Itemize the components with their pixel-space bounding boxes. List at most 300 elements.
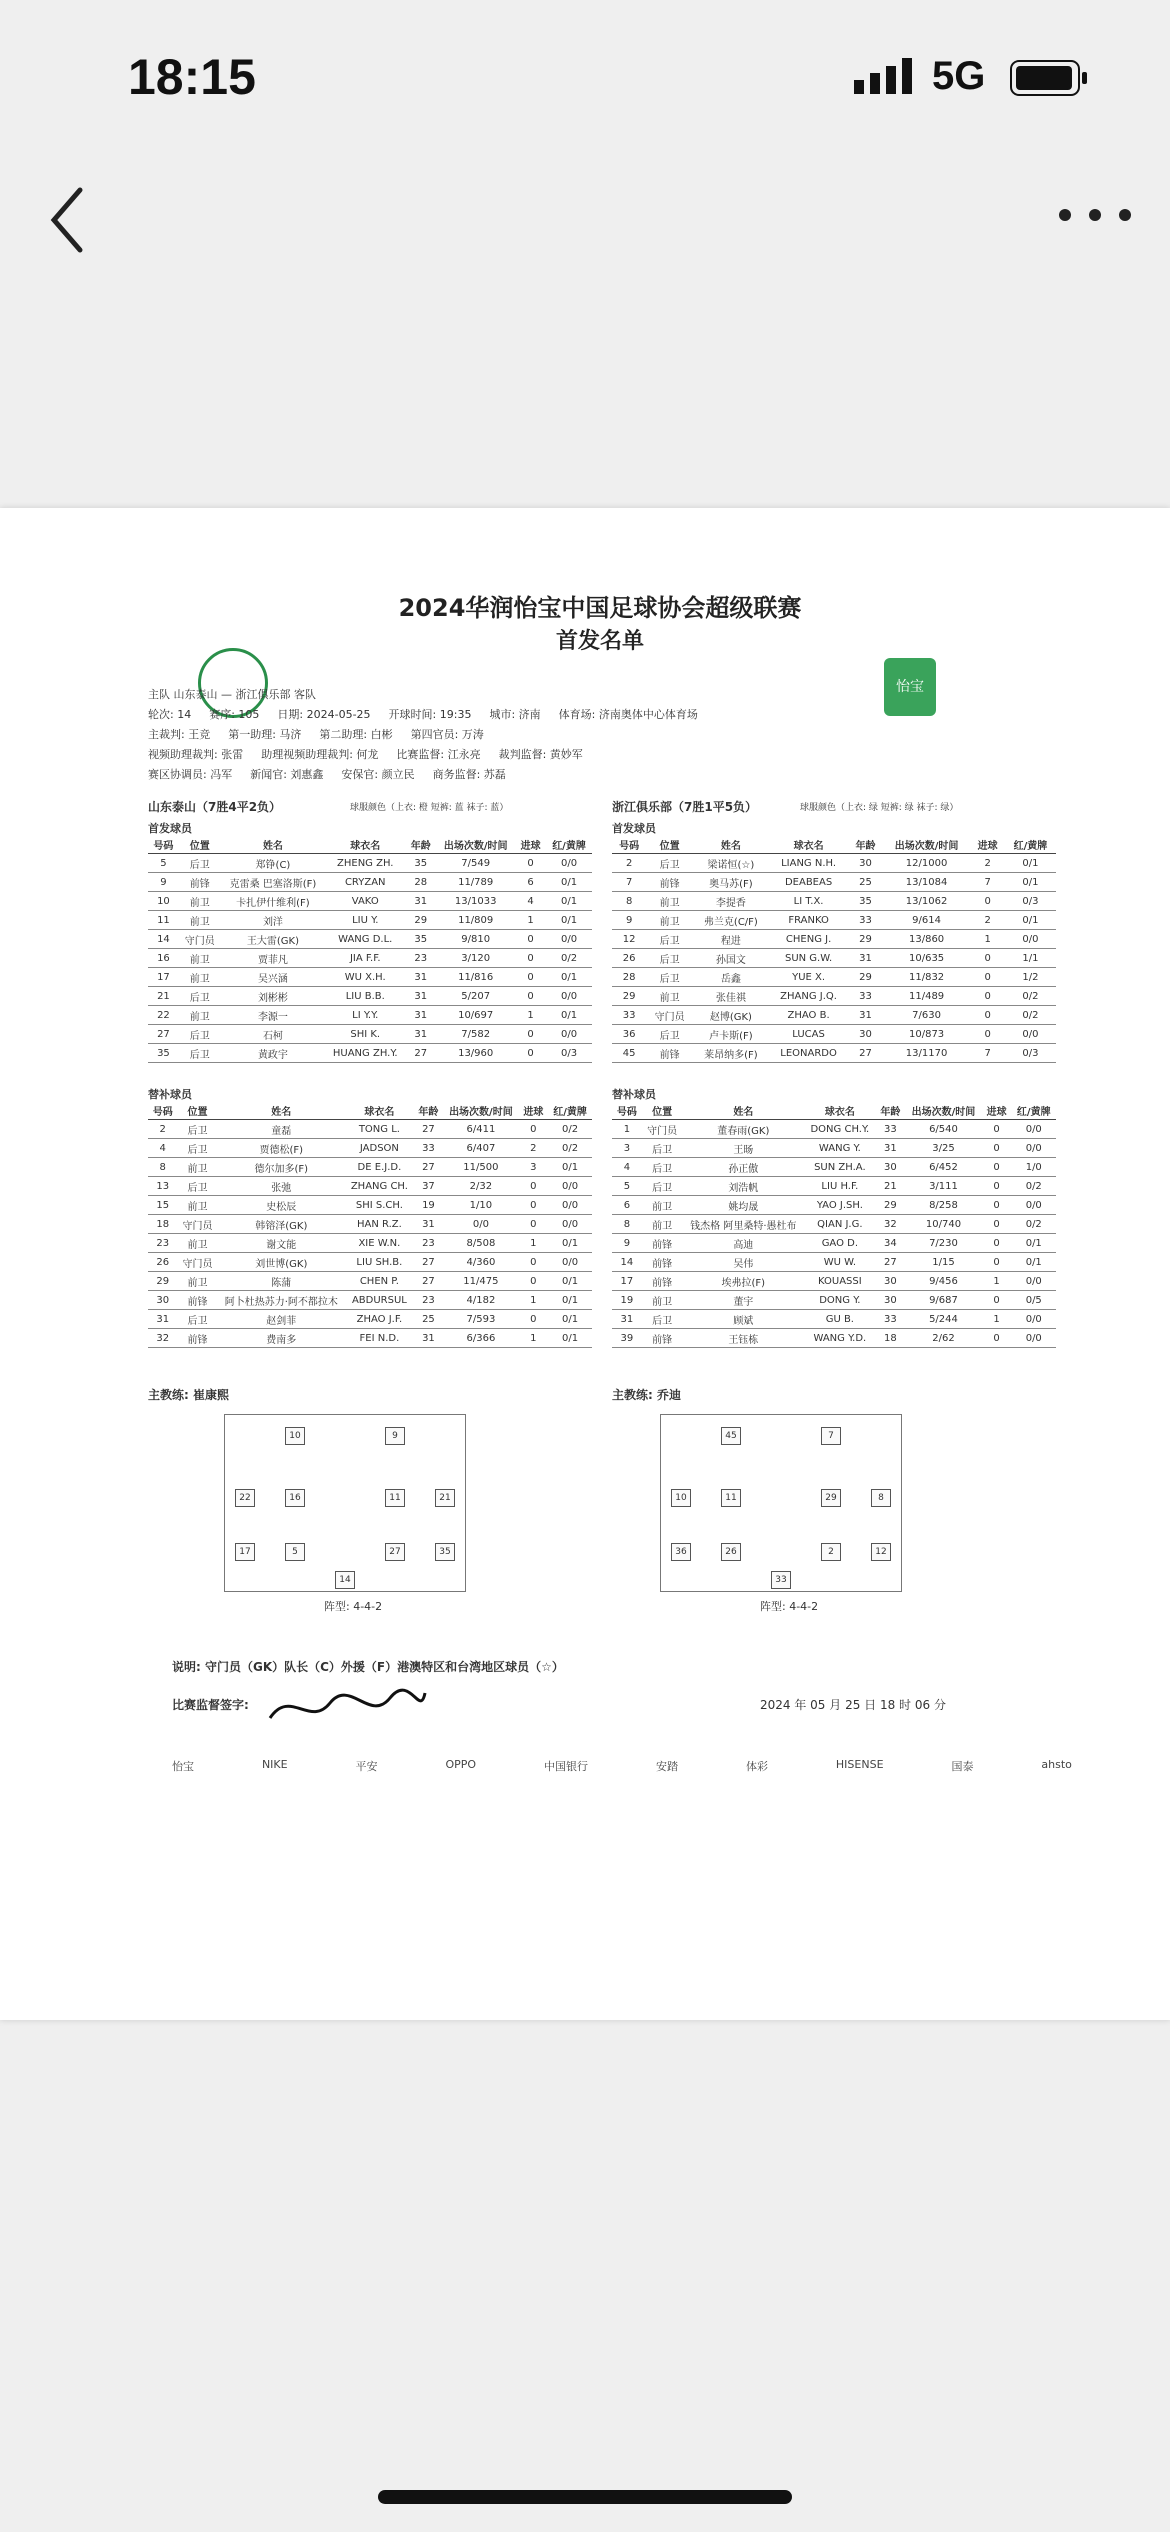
table-cell: WU W.: [804, 1253, 875, 1272]
table-row: [612, 1234, 1056, 1253]
table-cell: 0/1: [1005, 854, 1056, 873]
meta-ops: 商务监督: 苏磊: [432, 768, 506, 781]
table-cell: WANG D.L.: [325, 930, 405, 949]
column-header: 红/黄牌: [1012, 1102, 1056, 1120]
table-cell: 2: [519, 1139, 548, 1158]
table-cell: 0/0: [1005, 1025, 1056, 1044]
table-cell: 后卫: [646, 949, 693, 968]
table-cell: 前锋: [179, 873, 221, 892]
table-cell: 2: [612, 854, 646, 873]
home-coach: 主教练: 崔康熙: [148, 1388, 229, 1402]
table-cell: 前锋: [642, 1329, 683, 1348]
meta-security: 安保官: 颜立民: [341, 768, 415, 781]
table-cell: 前卫: [642, 1215, 683, 1234]
more-icon[interactable]: [1050, 200, 1140, 230]
table-cell: 28: [612, 968, 646, 987]
table-cell: 33: [875, 1120, 905, 1139]
network-label: 5G: [932, 54, 986, 98]
table-cell: 18: [148, 1215, 177, 1234]
table-cell: 19: [612, 1291, 642, 1310]
table-cell: 后卫: [646, 968, 693, 987]
table-cell: 11/809: [436, 911, 515, 930]
table-cell: 29: [875, 1196, 905, 1215]
table-cell: 9/614: [883, 911, 971, 930]
table-cell: 0: [515, 987, 546, 1006]
table-cell: 程进: [693, 930, 769, 949]
table-cell: 0/2: [1012, 1215, 1056, 1234]
table-cell: DONG CH.Y.: [804, 1120, 875, 1139]
table-cell: 6/540: [905, 1120, 981, 1139]
shirt-icon: 14: [335, 1571, 355, 1589]
table-cell: 27: [414, 1272, 443, 1291]
table-cell: 17: [612, 1272, 642, 1291]
meta-var: 视频助理裁判: 张雷: [148, 748, 244, 761]
table-cell: 0/2: [1005, 987, 1056, 1006]
table-cell: 13: [148, 1177, 177, 1196]
table-row: [148, 1291, 592, 1310]
table-cell: 7/549: [436, 854, 515, 873]
table-cell: 7: [971, 1044, 1005, 1063]
table-cell: 31: [405, 892, 436, 911]
table-cell: 前卫: [642, 1291, 683, 1310]
table-cell: 0/3: [1005, 892, 1056, 911]
meta-match-no: 赛序: 105: [209, 708, 260, 721]
table-cell: 34: [875, 1234, 905, 1253]
column-header: 球衣名: [769, 836, 848, 854]
table-cell: TONG L.: [345, 1120, 414, 1139]
table-row: [612, 1215, 1056, 1234]
table-cell: LUCAS: [769, 1025, 848, 1044]
table-cell: 33: [848, 987, 882, 1006]
status-time: 18:15: [128, 49, 256, 105]
column-header: 球衣名: [325, 836, 405, 854]
table-cell: 6/366: [443, 1329, 518, 1348]
table-cell: 4: [515, 892, 546, 911]
table-cell: 7/230: [905, 1234, 981, 1253]
table-row: [612, 1329, 1056, 1348]
table-cell: 37: [414, 1177, 443, 1196]
table-cell: 李源一: [221, 1006, 325, 1025]
table-cell: 35: [405, 854, 436, 873]
table-cell: SHI S.CH.: [345, 1196, 414, 1215]
table-cell: 克雷桑 巴塞洛斯(F): [221, 873, 325, 892]
table-cell: 1: [612, 1120, 642, 1139]
table-cell: VAKO: [325, 892, 405, 911]
table-cell: 刘彬彬: [221, 987, 325, 1006]
column-header: 位置: [177, 1102, 217, 1120]
table-row: [148, 911, 592, 930]
meta-press: 新闻官: 刘惠鑫: [250, 768, 324, 781]
document-image[interactable]: [0, 508, 1170, 2020]
table-cell: 0/2: [548, 1120, 592, 1139]
table-cell: 33: [414, 1139, 443, 1158]
table-cell: 梁诺恒(☆): [693, 854, 769, 873]
home-kit: 球服颜色（上衣: 橙 短裤: 蓝 袜子: 蓝）: [350, 803, 509, 813]
table-cell: 0/2: [548, 1139, 592, 1158]
table-cell: 0/1: [1005, 911, 1056, 930]
table-cell: 31: [405, 968, 436, 987]
meta-date: 日期: 2024-05-25: [277, 708, 371, 721]
table-cell: YAO J.SH.: [804, 1196, 875, 1215]
table-cell: 董春雨(GK): [682, 1120, 804, 1139]
table-cell: JADSON: [345, 1139, 414, 1158]
home-indicator[interactable]: [378, 2490, 792, 2504]
table-cell: 郑铮(C): [221, 854, 325, 873]
table-cell: 0/2: [1012, 1177, 1056, 1196]
table-cell: 5/244: [905, 1310, 981, 1329]
table-cell: 0: [982, 1215, 1012, 1234]
column-header: 球衣名: [804, 1102, 875, 1120]
table-cell: 1: [515, 911, 546, 930]
column-header: 号码: [612, 1102, 642, 1120]
table-cell: ZHANG J.Q.: [769, 987, 848, 1006]
table-row: [612, 911, 1056, 930]
table-cell: 2: [148, 1120, 177, 1139]
table-cell: 李提香: [693, 892, 769, 911]
table-cell: 9/687: [905, 1291, 981, 1310]
table-row: [612, 854, 1056, 873]
column-header: 位置: [179, 836, 221, 854]
table-cell: 0/2: [546, 949, 592, 968]
table-cell: 1: [982, 1272, 1012, 1291]
table-cell: 0: [982, 1329, 1012, 1348]
table-row: [148, 1215, 592, 1234]
table-cell: 后卫: [646, 1025, 693, 1044]
table-cell: 4/182: [443, 1291, 518, 1310]
table-cell: 0: [515, 1025, 546, 1044]
table-cell: 0: [519, 1177, 548, 1196]
table-row: [612, 1196, 1056, 1215]
table-cell: 后卫: [179, 987, 221, 1006]
meta-round: 轮次: 14: [148, 708, 192, 721]
table-cell: 陈蒲: [218, 1272, 346, 1291]
table-cell: 6: [612, 1196, 642, 1215]
table-cell: 1/10: [443, 1196, 518, 1215]
table-cell: 0/0: [1012, 1329, 1056, 1348]
table-cell: 阿卜杜热苏力·阿不都拉木: [218, 1291, 346, 1310]
table-cell: 13/1033: [436, 892, 515, 911]
table-cell: 3: [519, 1158, 548, 1177]
table-row: [612, 1253, 1056, 1272]
table-cell: 0/0: [443, 1215, 518, 1234]
column-header: 姓名: [221, 836, 325, 854]
table-cell: 27: [414, 1158, 443, 1177]
table-cell: 前卫: [179, 949, 221, 968]
table-cell: 23: [405, 949, 436, 968]
table-cell: 前锋: [642, 1253, 683, 1272]
table-cell: 11/500: [443, 1158, 518, 1177]
table-cell: 德尔加多(F): [218, 1158, 346, 1177]
table-cell: YUE X.: [769, 968, 848, 987]
table-cell: SUN ZH.A.: [804, 1158, 875, 1177]
table-cell: 27: [405, 1044, 436, 1063]
column-header: 红/黄牌: [1005, 836, 1056, 854]
table-cell: 11/832: [883, 968, 971, 987]
table-cell: 35: [405, 930, 436, 949]
table-cell: 王钰栋: [682, 1329, 804, 1348]
table-cell: 前卫: [177, 1272, 217, 1291]
table-cell: 9: [148, 873, 179, 892]
sponsor-logo: 国泰: [951, 1760, 974, 1773]
table-cell: 孙正傲: [682, 1158, 804, 1177]
shirt-icon: 2: [821, 1543, 841, 1561]
column-header: 位置: [642, 1102, 683, 1120]
table-cell: 莱昂纳多(F): [693, 1044, 769, 1063]
table-row: [148, 1272, 592, 1291]
home-formation-pitch: [224, 1414, 466, 1592]
away-team-name: 浙江俱乐部（7胜1平5负）: [612, 800, 758, 814]
table-header: [148, 836, 592, 854]
table-cell: 前卫: [646, 911, 693, 930]
table-cell: 童磊: [218, 1120, 346, 1139]
table-cell: 吴伟: [682, 1253, 804, 1272]
away-formation-pitch: [660, 1414, 902, 1592]
table-cell: 18: [875, 1329, 905, 1348]
table-cell: 4: [148, 1139, 177, 1158]
sponsor-logo: 平安: [355, 1760, 378, 1773]
table-cell: 0/3: [546, 1044, 592, 1063]
table-cell: 10/740: [905, 1215, 981, 1234]
table-cell: 前锋: [177, 1291, 217, 1310]
table-cell: 1: [982, 1310, 1012, 1329]
shirt-icon: 7: [821, 1427, 841, 1445]
table-cell: 45: [612, 1044, 646, 1063]
table-cell: 5: [148, 854, 179, 873]
table-cell: 0: [519, 1196, 548, 1215]
meta-kickoff: 开球时间: 19:35: [388, 708, 472, 721]
table-cell: 23: [414, 1234, 443, 1253]
table-cell: 前卫: [177, 1234, 217, 1253]
table-cell: 1/0: [1012, 1158, 1056, 1177]
table-cell: 13/1084: [883, 873, 971, 892]
table-cell: 31: [405, 987, 436, 1006]
nav-bar: [0, 160, 1170, 270]
table-cell: 费南多: [218, 1329, 346, 1348]
table-cell: 30: [848, 854, 882, 873]
table-cell: 3: [612, 1139, 642, 1158]
table-cell: 董宇: [682, 1291, 804, 1310]
table-cell: 后卫: [646, 930, 693, 949]
table-cell: 23: [414, 1291, 443, 1310]
column-header: 球衣名: [345, 1102, 414, 1120]
away-formation: 阵型: 4-4-2: [760, 1600, 819, 1613]
table-cell: 0/1: [548, 1310, 592, 1329]
table-cell: 27: [414, 1120, 443, 1139]
table-row: [148, 1025, 592, 1044]
table-header: [612, 1102, 1056, 1120]
table-cell: 卡扎伊什维利(F): [221, 892, 325, 911]
table-row: [148, 1158, 592, 1177]
table-row: [148, 1139, 592, 1158]
table-cell: 前卫: [179, 911, 221, 930]
table-cell: 21: [875, 1177, 905, 1196]
table-cell: 3/111: [905, 1177, 981, 1196]
table-cell: 孙国文: [693, 949, 769, 968]
table-cell: 12/1000: [883, 854, 971, 873]
table-cell: 0: [515, 1044, 546, 1063]
sponsor-logo: NIKE: [261, 1758, 288, 1771]
table-cell: 2: [971, 911, 1005, 930]
table-cell: 0: [515, 949, 546, 968]
sponsor-logo: OPPO: [445, 1758, 477, 1771]
table-cell: 刘浩帆: [682, 1177, 804, 1196]
table-cell: SUN G.W.: [769, 949, 848, 968]
table-cell: 0: [982, 1177, 1012, 1196]
table-cell: 8/258: [905, 1196, 981, 1215]
table-cell: 10/873: [883, 1025, 971, 1044]
shirt-icon: 21: [435, 1489, 455, 1507]
table-cell: LIU H.F.: [804, 1177, 875, 1196]
table-cell: LIU Y.: [325, 911, 405, 930]
shirt-icon: 33: [771, 1571, 791, 1589]
table-cell: 19: [414, 1196, 443, 1215]
meta-ar2: 第二助理: 白彬: [319, 728, 393, 741]
column-header: 位置: [646, 836, 693, 854]
table-cell: 35: [148, 1044, 179, 1063]
table-cell: 0: [519, 1120, 548, 1139]
table-cell: 奥马苏(F): [693, 873, 769, 892]
table-row: [148, 968, 592, 987]
legend-note: 说明: 守门员（GK）队长（C）外援（F）港澳特区和台湾地区球员（☆）: [172, 1660, 564, 1674]
shirt-icon: 11: [385, 1489, 405, 1507]
table-cell: 0/2: [1005, 1006, 1056, 1025]
table-cell: 11/475: [443, 1272, 518, 1291]
table-cell: 0/0: [548, 1253, 592, 1272]
table-cell: 30: [875, 1272, 905, 1291]
table-cell: 贾德松(F): [218, 1139, 346, 1158]
table-cell: 13/860: [883, 930, 971, 949]
table-cell: 0: [971, 968, 1005, 987]
table-cell: 4: [612, 1158, 642, 1177]
table-cell: 1/1: [1005, 949, 1056, 968]
table-cell: 前卫: [179, 892, 221, 911]
table-cell: 前锋: [642, 1272, 683, 1291]
table-cell: 27: [414, 1253, 443, 1272]
table-cell: 29: [612, 987, 646, 1006]
column-header: 出场次数/时间: [883, 836, 971, 854]
table-cell: KOUASSI: [804, 1272, 875, 1291]
table-cell: 1: [519, 1329, 548, 1348]
table-cell: 13/1170: [883, 1044, 971, 1063]
table-cell: 后卫: [179, 854, 221, 873]
back-icon[interactable]: [40, 180, 100, 260]
sponsor-row: [172, 1758, 1072, 1774]
table-cell: LEONARDO: [769, 1044, 848, 1063]
meta-stadium: 体育场: 济南奥体中心体育场: [558, 708, 698, 721]
table-cell: 1: [519, 1234, 548, 1253]
column-header: 进球: [982, 1102, 1012, 1120]
table-cell: 埃弗拉(F): [682, 1272, 804, 1291]
table-cell: ABDURSUL: [345, 1291, 414, 1310]
table-row: [612, 892, 1056, 911]
table-cell: 贾菲凡: [221, 949, 325, 968]
home-subs-table: [148, 1102, 592, 1348]
table-cell: WANG Y.D.: [804, 1329, 875, 1348]
shirt-icon: 12: [871, 1543, 891, 1561]
table-cell: 0/0: [546, 987, 592, 1006]
table-row: [612, 1139, 1056, 1158]
table-cell: 25: [848, 873, 882, 892]
table-cell: 16: [148, 949, 179, 968]
table-cell: 0: [515, 930, 546, 949]
column-header: 号码: [612, 836, 646, 854]
table-row: [612, 949, 1056, 968]
table-cell: 11: [148, 911, 179, 930]
table-cell: 黄政宇: [221, 1044, 325, 1063]
table-cell: 31: [148, 1310, 177, 1329]
table-cell: 7: [612, 873, 646, 892]
table-cell: 0/1: [548, 1272, 592, 1291]
table-cell: 0: [982, 1253, 1012, 1272]
table-cell: LI T.X.: [769, 892, 848, 911]
table-cell: 4/360: [443, 1253, 518, 1272]
table-cell: 23: [148, 1234, 177, 1253]
table-cell: 0: [982, 1120, 1012, 1139]
table-row: [612, 1272, 1056, 1291]
table-cell: 0/1: [546, 873, 592, 892]
meta-match-sup: 比赛监督: 江永亮: [396, 748, 481, 761]
column-header: 年龄: [848, 836, 882, 854]
sponsor-logo: 中国银行: [544, 1760, 589, 1773]
table-cell: LIU SH.B.: [345, 1253, 414, 1272]
table-row: [612, 1120, 1056, 1139]
shirt-icon: 35: [435, 1543, 455, 1561]
table-cell: HAN R.Z.: [345, 1215, 414, 1234]
table-cell: 14: [148, 930, 179, 949]
table-cell: 0/0: [1012, 1272, 1056, 1291]
table-cell: 9: [612, 1234, 642, 1253]
signature-label: 比赛监督签字:: [172, 1698, 249, 1712]
table-row: [148, 1177, 592, 1196]
table-cell: 30: [875, 1291, 905, 1310]
table-cell: 7/582: [436, 1025, 515, 1044]
table-row: [612, 1177, 1056, 1196]
table-cell: 30: [848, 1025, 882, 1044]
table-cell: 0/0: [1012, 1139, 1056, 1158]
table-cell: 守门员: [177, 1215, 217, 1234]
table-cell: 张佳祺: [693, 987, 769, 1006]
table-cell: 0/0: [548, 1177, 592, 1196]
shirt-icon: 9: [385, 1427, 405, 1445]
table-cell: 0/3: [1005, 1044, 1056, 1063]
table-cell: 后卫: [642, 1139, 683, 1158]
table-cell: 刘世博(GK): [218, 1253, 346, 1272]
shirt-icon: 29: [821, 1489, 841, 1507]
table-row: [148, 892, 592, 911]
table-cell: 12: [612, 930, 646, 949]
table-cell: ZHAO J.F.: [345, 1310, 414, 1329]
table-cell: 0: [519, 1272, 548, 1291]
column-header: 红/黄牌: [548, 1102, 592, 1120]
table-cell: 赵剑菲: [218, 1310, 346, 1329]
away-subs-label: 替补球员: [612, 1088, 656, 1101]
meta-city: 城市: 济南: [489, 708, 541, 721]
table-cell: 32: [148, 1329, 177, 1348]
table-cell: 27: [148, 1025, 179, 1044]
column-header: 姓名: [682, 1102, 804, 1120]
table-row: [148, 1120, 592, 1139]
table-row: [148, 854, 592, 873]
table-cell: 30: [148, 1291, 177, 1310]
table-cell: 6: [515, 873, 546, 892]
table-cell: 守门员: [642, 1120, 683, 1139]
table-cell: ZHENG ZH.: [325, 854, 405, 873]
table-cell: ZHANG CH.: [345, 1177, 414, 1196]
column-header: 进球: [515, 836, 546, 854]
table-cell: 0/1: [546, 911, 592, 930]
meta-venue-coord: 赛区协调员: 冯军: [148, 768, 233, 781]
table-cell: 31: [414, 1215, 443, 1234]
